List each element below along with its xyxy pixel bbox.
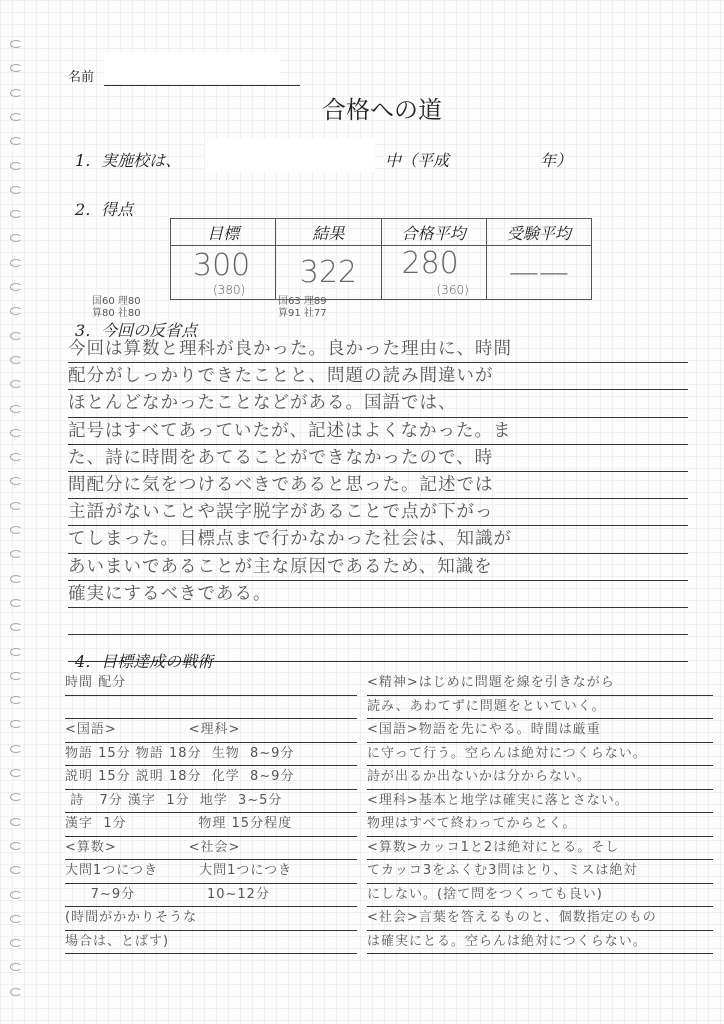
section2-label: 2．得点 [75, 200, 134, 219]
section3-label: 3．今回の反省点 [75, 321, 198, 340]
binder-hole [10, 162, 22, 170]
binder-hole [10, 405, 22, 413]
result-score: 322 [276, 246, 381, 300]
strategy-line: にしない。(捨て問をつくっても良い) [367, 884, 713, 908]
binder-hole [10, 40, 22, 48]
strategy-line: <算数>カッコ1と2は絶対にとる。そし [367, 837, 713, 861]
binder-hole [10, 866, 22, 874]
pass-avg-total: (360) [436, 283, 469, 297]
binder-hole [10, 429, 22, 437]
year-suffix: 年） [540, 151, 573, 170]
binder-hole [10, 380, 22, 388]
time-allocation-line: <国語> <理科> [65, 719, 357, 743]
reflection-line: 配分がしっかりできたことと、問題の読み間違いが [68, 363, 688, 390]
reflection-line: 記号はすべてあっていたが、記述はよくなかった。ま [68, 418, 688, 445]
col-target: 目標 [171, 219, 276, 246]
binder-hole [10, 234, 22, 242]
section4-label: 4．目標達成の戦術 [75, 652, 214, 671]
reflection-line: 今回は算数と理科が良かった。良かった理由に、時間 [68, 336, 688, 363]
binder-hole [10, 186, 22, 194]
binder-hole [10, 332, 22, 340]
strategy-line: <社会>言葉を答えるものと、個数指定のもの [367, 907, 713, 931]
binder-hole [10, 915, 22, 923]
target-score: 300 (380) [171, 246, 276, 300]
time-allocation-line: 大問1つにつき 大問1つにつき [65, 860, 357, 884]
binder-hole [10, 623, 22, 631]
time-allocation-line: 7~9分 10~12分 [65, 884, 357, 908]
name-redaction [104, 52, 280, 84]
time-allocation-line: 説明 15分 説明 18分 化学 8~9分 [65, 766, 357, 790]
binder-hole [10, 648, 22, 656]
binder-hole [10, 575, 22, 583]
result-breakdown: 国63 理89 算91 社77 [278, 296, 327, 319]
binder-hole [10, 259, 22, 267]
time-allocation-line: 時間 配分 [65, 672, 357, 696]
binder-hole [10, 988, 22, 996]
reflection-line: 確実にするべきである。 [68, 581, 688, 608]
binder-hole [10, 526, 22, 534]
pass-avg-score: 280 (360) [381, 246, 486, 300]
binder-hole [10, 891, 22, 899]
col-pass-avg: 合格平均 [381, 219, 486, 246]
binder-hole [10, 453, 22, 461]
reflection-line: た、詩に時間をあてることができなかったので、時 [68, 445, 688, 472]
binder-hole [10, 769, 22, 777]
school-redaction [205, 138, 375, 172]
binder-hole [10, 210, 22, 218]
reflection-line: 間配分に気をつけるべきであると思った。記述では [68, 472, 688, 499]
strategy-list [367, 672, 713, 954]
binder-hole [10, 793, 22, 801]
time-allocation-line [65, 696, 357, 720]
binder-hole [10, 137, 22, 145]
strategy-line: に守って行う。空らんは絶対につくらない。 [367, 743, 713, 767]
reflection-line: ほとんどなかったことなどがある。国語では、 [68, 390, 688, 417]
strategy-line: <国語>物語を先にやる。時間は厳重 [367, 719, 713, 743]
binder-hole [10, 477, 22, 485]
strategy-line: てカッコ3をふくむ3問はとり、ミスは絶対 [367, 860, 713, 884]
school-suffix: 中（平成 [385, 151, 450, 170]
time-allocation-line: 詩 7分 漢字 1分 地学 3~5分 [65, 790, 357, 814]
binder-hole [10, 696, 22, 704]
binder-hole [10, 64, 22, 72]
strategy-line: は確実にとる。空らんは絶対につくらない。 [367, 931, 713, 955]
strategy-line: <精神>はじめに問題を線を引きながら [367, 672, 713, 696]
binder-hole [10, 745, 22, 753]
binder-hole [10, 963, 22, 971]
reflection-line: あいまいであることが主な原因であるため、知識を [68, 554, 688, 581]
section1-label: 1．実施校は、 [75, 151, 182, 170]
col-exam-avg: 受験平均 [486, 219, 591, 246]
reflection-line: てしまった。目標点まで行かなかった社会は、知識が [68, 526, 688, 553]
binder-hole [10, 720, 22, 728]
time-allocation-line: 物語 15分 物語 18分 生物 8~9分 [65, 743, 357, 767]
binder-hole [10, 550, 22, 558]
binder-hole [10, 502, 22, 510]
binder-hole [10, 672, 22, 680]
binder-hole [10, 283, 22, 291]
time-allocation-list [65, 672, 357, 954]
score-table [170, 218, 592, 300]
time-allocation-line: (時間がかかりそうな [65, 907, 357, 931]
binder-hole [10, 356, 22, 364]
strategy-line: 物理はすべて終わってからとく。 [367, 813, 713, 837]
binder-hole [10, 842, 22, 850]
target-breakdown: 国60 理80 算80 社80 [92, 296, 141, 319]
binder-holes [10, 40, 24, 1000]
strategy-line: 読み、あわてずに問題をといていく。 [367, 696, 713, 720]
col-result: 結果 [276, 219, 381, 246]
time-allocation-line: <算数> <社会> [65, 837, 357, 861]
binder-hole [10, 818, 22, 826]
target-total: (380) [213, 283, 246, 297]
binder-hole [10, 599, 22, 607]
reflection-line: 主語がないことや誤字脱字があることで点が下がっ [68, 499, 688, 526]
name-label: 名前 [68, 70, 95, 85]
binder-hole [10, 307, 22, 315]
binder-hole [10, 939, 22, 947]
page-title: 合格への道 [322, 96, 442, 124]
strategy-line: <理科>基本と地学は確実に落とさない。 [367, 790, 713, 814]
time-allocation-line: 漢字 1分 物理 15分程度 [65, 813, 357, 837]
reflection-text [68, 336, 688, 662]
strategy-line: 詩が出るか出ないかは分からない。 [367, 766, 713, 790]
time-allocation-line: 場合は、とばす) [65, 931, 357, 955]
reflection-line [68, 608, 688, 635]
exam-avg-score: —— [486, 246, 591, 300]
